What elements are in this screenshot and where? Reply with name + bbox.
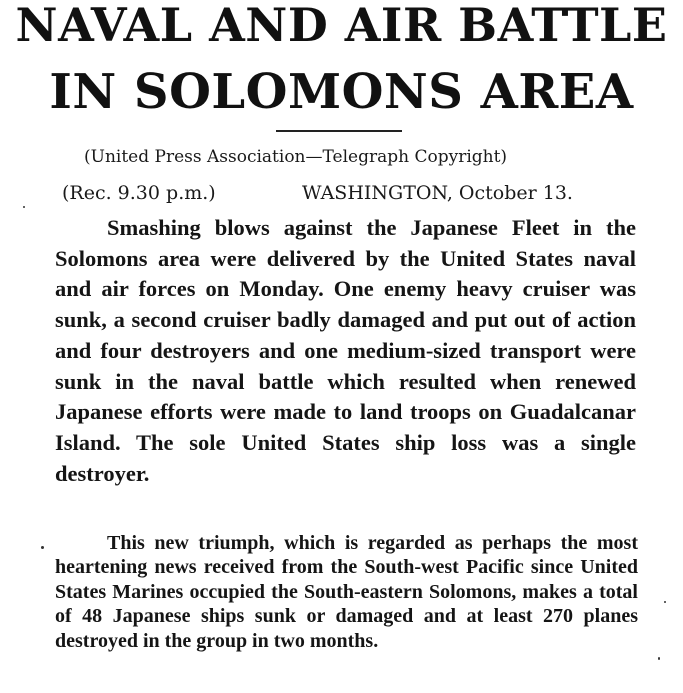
headline-line-2: IN SOLOMONS AREA <box>49 64 634 120</box>
headline-rule <box>276 130 402 132</box>
dateline-row <box>62 182 662 204</box>
received-time: (Rec. 9.30 p.m.) <box>62 182 216 204</box>
paragraph-lead: Smashing blows against the Japanese Fleet in the Solomons area were delivered by the United States naval and air forces on Monday. One enemy heavy cruiser was sunk, a second cruiser badly damaged and put out of action and four destroyers and one medium-sized transport were sunk in the naval battle which resulted when renewed Japanese efforts were made to land troops on Guadalcanar Island. The sole United States ship loss was a single destroyer. <box>55 215 636 486</box>
print-speck <box>41 546 44 549</box>
press-credit: (United Press Association—Telegraph Copyright) <box>84 147 508 167</box>
dateline-place: WASHINGTON, October 13. <box>302 182 573 204</box>
print-speck <box>23 206 25 208</box>
print-speck <box>658 657 660 660</box>
paragraph-second: This new triumph, which is regarded as perhaps the most heartening news received from the South-west Pacific since United States Marines occupied the South-eastern Solomons, makes a total of 48 Japanese ships sunk or damaged and at least 270 planes destroyed in the group in two months. <box>55 532 638 652</box>
print-speck <box>664 601 666 603</box>
headline-line-1: NAVAL AND AIR BATTLE <box>15 0 668 52</box>
